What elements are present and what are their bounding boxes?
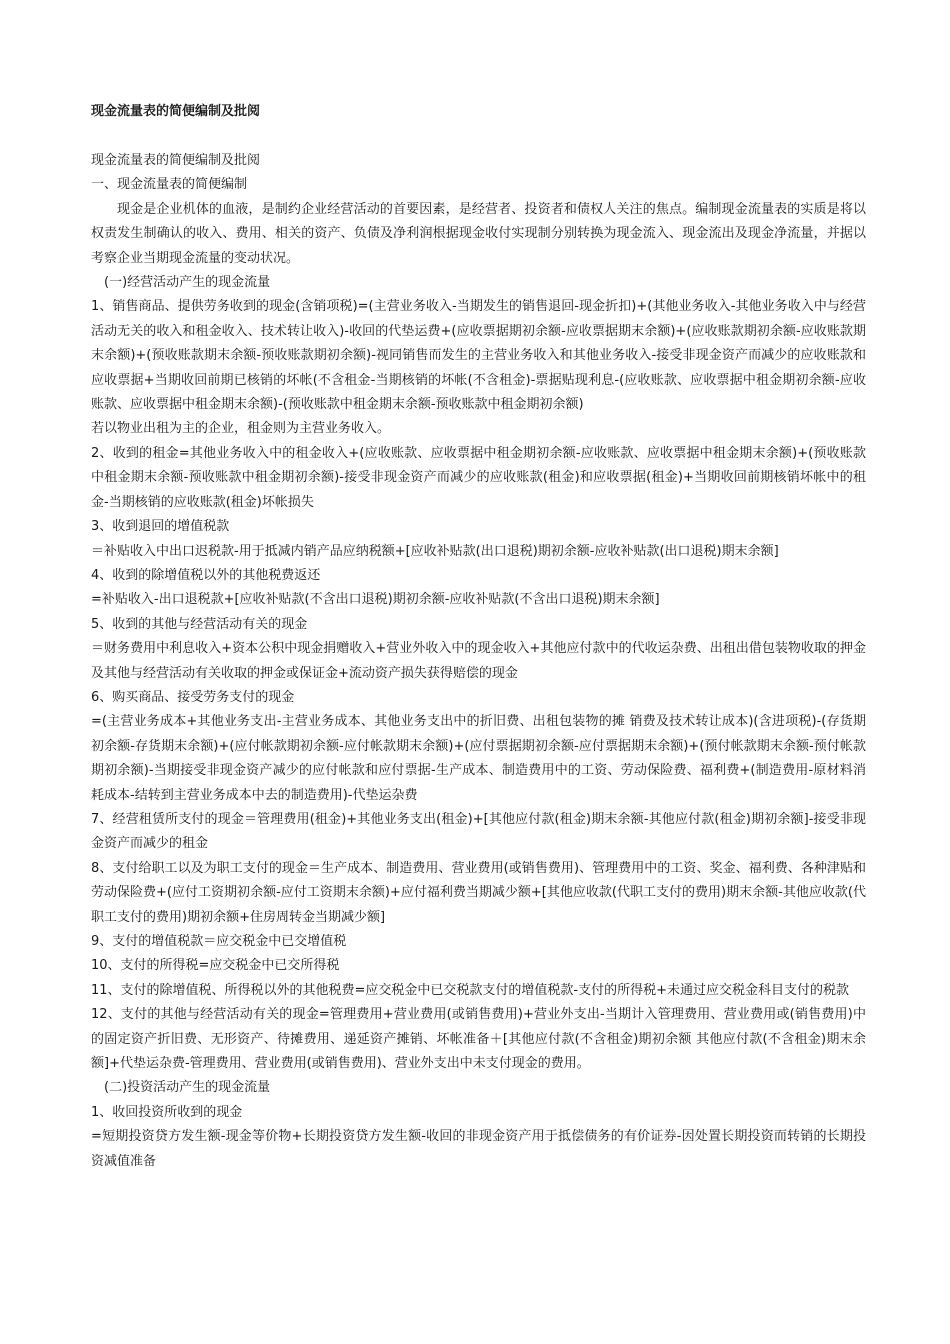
paragraph: (二)投资活动产生的现金流量: [104, 1080, 271, 1096]
paragraph: 1、收回投资所收到的现金: [91, 1104, 243, 1120]
paragraph: 4、收到的除增值税以外的其他税费返还: [91, 567, 321, 583]
document-title: 现金流量表的简便编制及批阅: [91, 104, 261, 119]
paragraph: =(主营业务成本+其他业务支出-主营业务成本、其他业务支出中的折旧费、出租包装物的摊 销费及技术转让成本)(含进项税)-(存货期初余额-存货期末余额)+(应付帐款期初余额-应付帐款期末余额)+(应付票据期初余额-应付票据期末余额)+(预付帐款期末余额-预付帐款期初余额)-当期接受非现金资产减少的应付帐款和应付票据-生产成本、制造费用中的工资、劳动保险费、福利费+(制造费用-原材料消耗成本-结转到主营业务成本中去的制造费用)-代垫运杂费: [91, 714, 866, 803]
paragraph: 11、支付的除增值税、所得税以外的其他税费=应交税金中已交税款支付的增值税款-支付的所得税+未通过应交税金科目支付的税款: [91, 982, 850, 998]
paragraph: 3、收到退回的增值税款: [91, 519, 230, 535]
paragraph: (一)经营活动产生的现金流量: [104, 275, 271, 291]
paragraph: 现金流量表的简便编制及批阅: [91, 153, 261, 168]
paragraph: 7、经营租赁所支付的现金＝管理费用(租金)+其他业务支出(租金)+[其他应付款(租金)期末余额-其他应付款(租金)期初余额]-接受非现金资产而减少的租金: [91, 811, 866, 852]
document-body: [91, 149, 866, 1174]
paragraph: 8、支付给职工以及为职工支付的现金＝生产成本、制造费用、营业费用(或销售费用)、管理费用中的工资、奖金、福利费、各种津贴和劳动保险费+(应付工资期初余额-应付工资期末余额)+应付福利费当期减少额+[其他应收款(代职工支付的费用)期末余额-其他应收款(代职工支付的费用)期初余额+住房周转金当期减少额]: [91, 860, 866, 925]
paragraph: 1、销售商品、提供劳务收到的现金(含销项税)=(主营业务收入-当期发生的销售退回-现金折扣)+(其他业务收入-其他业务收入中与经营活动无关的收入和租金收入、技术转让收入)-收回的代垫运费+(应收票据期初余额-应收票据期末余额)+(应收账款期初余额-应收账款期末余额)+(预收账款期末余额-预收账款期初余额)-视同销售而发生的主营业务收入和其他业务收入-接受非现金资产而减少的应收账款和应收票据+当期收回前期已核销的坏帐(不含租金-当期核销的坏帐(不含租金)-票据贴现利息-(应收账款、应收票据中租金期初余额-应收账款、应收票据中租金期末余额)-(预收账款中租金期末余额-预收账款中租金期初余额): [91, 299, 866, 413]
paragraph: =补贴收入-出口退税款+[应收补贴款(不含出口退税)期初余额-应收补贴款(不含出口退税)期末余额]: [91, 592, 660, 608]
paragraph: 6、购买商品、接受劳务支付的现金: [91, 689, 295, 705]
paragraph: ＝补贴收入中出口迟税款-用于抵减内销产品应纳税额+[应收补贴款(出口退税)期初余额-应收补贴款(出口退税)期末余额]: [91, 543, 779, 559]
paragraph: =短期投资贷方发生额-现金等价物+长期投资贷方发生额-收回的非现金资产用于抵偿债务的有价证券-因处置长期投资而转销的长期投资减值准备: [91, 1129, 866, 1169]
paragraph: 12、支付的其他与经营活动有关的现金=管理费用+营业费用(或销售费用)+营业外支出-当期计入管理费用、营业费用或(销售费用)中的固定资产折旧费、无形资产、待摊费用、递延资产摊销、坏帐准备＋[其他应付款(不含租金)期初余额 其他应付款(不含租金)期末余额]+代垫运杂费-管理费用、营业费用(或销售费用)、营业外支出中未支付现金的费用。: [91, 1007, 866, 1072]
paragraph: 2、收到的租金=其他业务收入中的租金收入+(应收账款、应收票据中租金期初余额-应收账款、应收票据中租金期末余额)+(预收账款中租金期末余额-预收账款中租金期初余额)-接受非现金资产而减少的应收账款(租金)和应收票据(租金)+当期收回前期核销坏帐中的租金-当期核销的应收账款(租金)坏帐损失: [91, 445, 866, 510]
paragraph: 10、支付的所得税=应交税金中已交所得税: [91, 958, 340, 974]
document-content: [91, 101, 866, 1174]
paragraph: ＝财务费用中利息收入+资本公积中现金捐赠收入+营业外收入中的现金收入+其他应付款中的代收运杂费、出租出借包装物收取的押金及其他与经营活动有关收取的押金或保证金+流动资产损失获得赔偿的现金: [91, 641, 866, 681]
paragraph: 5、收到的其他与经营活动有关的现金: [91, 616, 308, 632]
paragraph: 一、现金流量表的简便编制: [91, 177, 248, 193]
paragraph: 9、支付的增值税款＝应交税金中已交增值税: [91, 934, 347, 949]
paragraph: 现金是企业机体的血液，是制约企业经营活动的首要因素，是经营者、投资者和债权人关注的焦点。编制现金流量表的实质是将以权责发生制确认的收入、费用、相关的资产、负债及净利润根据现金收付实现制分别转换为现金流入、现金流出及现金净流量，并据以考察企业当期现金流量的变动状况。: [91, 201, 866, 266]
paragraph: 若以物业出租为主的企业，租金则为主营业务收入。: [91, 421, 391, 437]
